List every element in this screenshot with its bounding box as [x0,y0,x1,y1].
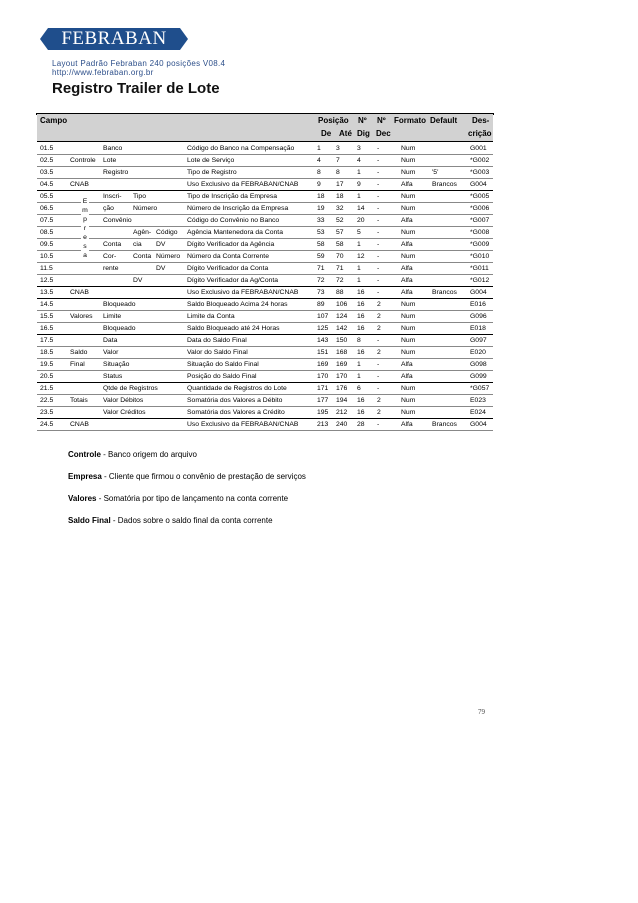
detail-label: Número [156,253,181,260]
layout-version: Layout Padrão Febraban 240 posições V08.4 [52,59,226,68]
subgroup-label: Limite [103,313,122,320]
num-dec: - [377,361,380,368]
pos-de: 33 [317,217,325,224]
num-dig: 5 [357,229,361,236]
table-row [37,395,493,407]
formato: Num [401,253,416,260]
subgroup-label: Situação [103,361,130,368]
col-ate: Até [339,129,352,138]
descricao: G099 [470,373,487,380]
row-id: 02.5 [40,157,54,164]
col-n1: Nº [358,116,367,125]
row-id: 14.5 [40,301,54,308]
field-name: Limite da Conta [187,313,235,320]
num-dec: - [377,385,380,392]
subgroup-label: rente [103,265,119,272]
group-label: CNAB [70,289,89,296]
pos-de: 9 [317,181,321,188]
pos-de: 213 [317,421,329,428]
num-dec: - [377,157,380,164]
num-dig: 1 [357,277,361,284]
table-row [37,155,493,167]
num-dig: 16 [357,313,365,320]
row-id: 11.5 [40,265,53,272]
field-name: Saldo Bloqueado até 24 Horas [187,325,280,332]
pos-ate: 71 [336,265,344,272]
table-row [37,143,493,155]
row-id: 19.5 [40,361,54,368]
col-des: Des- [472,116,490,125]
row-id: 18.5 [40,349,54,356]
subgroup-label: Status [103,373,123,380]
row-id: 06.5 [40,205,54,212]
descricao: E024 [470,409,486,416]
group-label: CNAB [70,421,89,428]
pos-de: 195 [317,409,329,416]
field-name: Lote de Serviço [187,157,235,164]
row-id: 15.5 [40,313,54,320]
num-dec: 2 [377,409,381,416]
sub-subgroup-label: Tipo [133,193,146,200]
detail-label: DV [156,241,166,248]
row-id: 05.5 [40,193,54,200]
num-dec: - [377,265,380,272]
formato: Alfa [401,361,413,368]
formato: Num [401,193,416,200]
descricao: *G005 [470,193,490,200]
pos-de: 18 [317,193,325,200]
descricao: G004 [470,289,487,296]
table-row [37,239,493,251]
row-id: 12.5 [40,277,54,284]
empresa-letter: r [83,225,87,232]
field-name: Situação do Saldo Final [187,361,259,368]
subgroup-label: Lote [103,157,117,164]
field-name: Somatória dos Valores a Débito [187,397,283,404]
pos-ate: 58 [336,241,344,248]
col-dec: Dec [376,129,391,138]
page-number: 79 [478,708,485,716]
table-row [37,263,493,275]
row-id: 17.5 [40,337,54,344]
field-name: Saldo Bloqueado Acima 24 horas [187,301,288,308]
col-cricao: crição [468,129,492,138]
pos-ate: 176 [336,385,348,392]
formato: Alfa [401,289,413,296]
pos-de: 151 [317,349,329,356]
table-row [37,287,493,299]
num-dec: - [377,421,380,428]
logo-left-flag [40,28,48,50]
pos-de: 125 [317,325,329,332]
col-dig: Dig [357,129,370,138]
table-row [37,407,493,419]
row-id: 16.5 [40,325,54,332]
descricao: *G008 [470,229,490,236]
num-dec: - [377,181,380,188]
empresa-letter: e [83,234,87,241]
col-n2: Nº [377,116,386,125]
pos-ate: 212 [336,409,348,416]
group-label: CNAB [70,181,89,188]
formato: Alfa [401,241,413,248]
num-dig: 16 [357,349,365,356]
descricao: *G003 [470,169,490,176]
pos-ate: 17 [336,181,344,188]
pos-de: 170 [317,373,329,380]
detail-label: Código [156,229,178,236]
note-empresa: Empresa - Cliente que firmou o convênio de prestação de serviços [68,472,306,481]
table-row [37,347,493,359]
num-dig: 1 [357,241,361,248]
pos-ate: 72 [336,277,344,284]
num-dec: - [377,241,380,248]
num-dec: - [377,229,380,236]
descricao: *G006 [470,205,490,212]
num-dec: - [377,277,380,284]
pos-ate: 88 [336,289,344,296]
num-dig: 1 [357,169,361,176]
subgroup-label: Valor [103,349,119,356]
num-dig: 3 [357,145,361,152]
pos-ate: 52 [336,217,344,224]
pos-ate: 240 [336,421,348,428]
formato: Num [401,349,416,356]
row-id: 20.5 [40,373,54,380]
subgroup-label: Valor Créditos [103,409,146,416]
field-name: Tipo de Inscrição da Empresa [187,193,278,200]
pos-de: 169 [317,361,329,368]
group-label: Saldo [70,349,88,356]
empresa-letter: m [82,207,88,214]
pos-de: 71 [317,265,325,272]
num-dig: 4 [357,157,361,164]
default-value: Brancos [432,421,457,428]
num-dig: 8 [357,337,361,344]
descricao: E020 [470,349,486,356]
row-id: 22.5 [40,397,54,404]
group-label: Final [70,361,85,368]
row-id: 09.5 [40,241,54,248]
col-posicao: Posição [318,116,349,125]
descricao: E018 [470,325,486,332]
pos-ate: 57 [336,229,344,236]
table-row [37,299,493,311]
sub-subgroup-label: Agên- [133,229,152,236]
table-row [37,179,493,191]
num-dig: 1 [357,361,361,368]
descricao: G004 [470,181,487,188]
descricao: *G002 [470,157,490,164]
group-label: Totais [70,397,88,404]
num-dig: 6 [357,385,361,392]
table-row [37,191,493,203]
descricao: E023 [470,397,486,404]
num-dec: - [377,169,380,176]
pos-de: 19 [317,205,325,212]
field-name: Agência Mantenedora da Conta [187,229,283,236]
note-saldo-final: Saldo Final - Dados sobre o saldo final da conta corrente [68,516,273,525]
num-dec: - [377,217,380,224]
num-dec: - [377,193,380,200]
table-row [37,203,493,215]
default-value: Brancos [432,289,457,296]
empresa-letter: E [82,198,88,205]
detail-label: DV [156,265,166,272]
field-name: Código do Convênio no Banco [187,217,280,224]
descricao: E016 [470,301,486,308]
subgroup-label: Bloqueado [103,325,136,332]
subgroup-label: Banco [103,145,123,152]
subgroup-label: Bloqueado [103,301,136,308]
pos-ate: 18 [336,193,344,200]
num-dig: 16 [357,397,365,404]
pos-ate: 150 [336,337,348,344]
formato: Alfa [401,421,413,428]
row-id: 10.5 [40,253,54,260]
page-title: Registro Trailer de Lote [52,80,220,97]
field-name: Código do Banco na Compensação [187,145,295,152]
num-dec: - [377,373,380,380]
pos-de: 143 [317,337,329,344]
empresa-letter: s [83,243,87,250]
num-dec: 2 [377,301,381,308]
formato: Num [401,325,416,332]
field-name: Somatória dos Valores a Crédito [187,409,285,416]
pos-de: 177 [317,397,329,404]
field-name: Uso Exclusivo da FEBRABAN/CNAB [187,289,299,296]
table-header [37,114,493,142]
pos-ate: 169 [336,361,348,368]
table-row [37,227,493,239]
field-name: Número da Conta Corrente [187,253,269,260]
pos-de: 59 [317,253,325,260]
pos-ate: 8 [336,169,340,176]
table-row [37,311,493,323]
formato: Num [401,205,416,212]
table-row [37,335,493,347]
empresa-letter: p [83,216,87,223]
logo-right-flag [180,28,188,50]
empresa-letter: a [83,252,87,259]
formato: Num [401,229,416,236]
formato: Num [401,145,416,152]
formato: Num [401,385,416,392]
col-formato: Formato [394,116,426,125]
num-dig: 16 [357,409,365,416]
descricao: G004 [470,421,487,428]
num-dig: 1 [357,265,361,272]
empresa-vertical-label [81,197,89,260]
num-dig: 16 [357,301,365,308]
num-dec: - [377,205,380,212]
subgroup-label: Registro [103,169,129,176]
sub-subgroup-label: Número [133,205,158,212]
num-dec: 2 [377,325,381,332]
default-value: '5' [432,169,439,176]
formato: Alfa [401,277,413,284]
field-name: Uso Exclusivo da FEBRABAN/CNAB [187,421,299,428]
descricao: *G009 [470,241,490,248]
group-label: Controle [70,157,96,164]
field-name: Tipo de Registro [187,169,237,176]
note-controle: Controle - Banco origem do arquivo [68,450,197,459]
field-name: Quantidade de Registros do Lote [187,385,287,392]
num-dig: 12 [357,253,365,260]
descricao: *G012 [470,277,490,284]
num-dec: 2 [377,313,381,320]
pos-ate: 106 [336,301,348,308]
descricao: G096 [470,313,487,320]
field-name: Número de Inscrição da Empresa [187,205,289,212]
formato: Num [401,157,416,164]
num-dec: 2 [377,349,381,356]
field-name: Dígito Verificador da Conta [187,265,269,272]
row-id: 01.5 [40,145,54,152]
febraban-logo: FEBRABAN [48,28,180,50]
table-row [37,323,493,335]
subgroup-label: Inscri- [103,193,122,200]
subgroup-label: Valor Débitos [103,397,144,404]
subgroup-label: ção [103,205,114,212]
sub-subgroup-label: cia [133,241,142,248]
num-dig: 1 [357,193,361,200]
row-id: 07.5 [40,217,54,224]
field-name: Posição do Saldo Final [187,373,257,380]
row-id: 24.5 [40,421,54,428]
num-dig: 9 [357,181,361,188]
pos-ate: 3 [336,145,340,152]
trailer-table [36,113,494,428]
row-id: 23.5 [40,409,54,416]
num-dig: 14 [357,205,365,212]
note-valores: Valores - Somatória por tipo de lançamento na conta corrente [68,494,289,503]
num-dig: 1 [357,373,361,380]
table-row [37,359,493,371]
num-dig: 16 [357,289,365,296]
row-id: 03.5 [40,169,54,176]
pos-ate: 32 [336,205,344,212]
subgroup-label: Data [103,337,118,344]
formato: Alfa [401,181,413,188]
descricao: *G010 [470,253,490,260]
formato: Num [401,397,416,404]
formato: Num [401,301,416,308]
pos-de: 4 [317,157,321,164]
subgroup-label: Convênio [103,217,132,224]
pos-de: 8 [317,169,321,176]
num-dec: 2 [377,397,381,404]
row-id: 13.5 [40,289,54,296]
formato: Alfa [401,373,413,380]
descricao: *G007 [470,217,490,224]
formato: Num [401,313,416,320]
table-row [37,167,493,179]
table-row [37,251,493,263]
table-row [37,371,493,383]
pos-ate: 194 [336,397,348,404]
group-label: Valores [70,313,93,320]
pos-ate: 142 [336,325,348,332]
pos-de: 72 [317,277,325,284]
field-name: Data do Saldo Final [187,337,247,344]
sub-subgroup-label: Conta [133,253,152,260]
num-dec: - [377,337,380,344]
descricao: *G011 [470,265,489,272]
subgroup-label: Conta [103,241,122,248]
pos-de: 58 [317,241,325,248]
formato: Num [401,409,416,416]
pos-ate: 168 [336,349,348,356]
descricao: G001 [470,145,487,152]
pos-de: 73 [317,289,325,296]
num-dec: - [377,253,380,260]
table-row [37,275,493,287]
pos-ate: 124 [336,313,348,320]
col-de: De [321,129,332,138]
pos-de: 89 [317,301,325,308]
field-name: Valor do Saldo Final [187,349,248,356]
subgroup-label: Cor- [103,253,117,260]
num-dig: 16 [357,325,365,332]
formato: Alfa [401,265,413,272]
pos-de: 171 [317,385,329,392]
col-campo: Campo [40,116,68,125]
field-name: Dígito Verificador da Ag/Conta [187,277,279,284]
pos-ate: 170 [336,373,348,380]
default-value: Brancos [432,181,457,188]
pos-de: 107 [317,313,329,320]
sub-subgroup-label: DV [133,277,143,284]
num-dig: 20 [357,217,365,224]
formato: Num [401,169,416,176]
formato: Alfa [401,217,413,224]
row-id: 04.5 [40,181,54,188]
field-name: Uso Exclusivo da FEBRABAN/CNAB [187,181,299,188]
pos-ate: 7 [336,157,340,164]
descricao: *G057 [470,385,490,392]
table-row [37,215,493,227]
pos-ate: 70 [336,253,344,260]
table-row [37,383,493,395]
descricao: G098 [470,361,487,368]
pos-de: 53 [317,229,325,236]
formato: Num [401,337,416,344]
row-id: 08.5 [40,229,54,236]
col-default: Default [430,116,458,125]
table-row [37,419,493,431]
row-id: 21.5 [40,385,54,392]
num-dig: 28 [357,421,365,428]
subgroup-label: Qtde de Registros [103,385,158,392]
num-dec: - [377,145,380,152]
descricao: G097 [470,337,487,344]
field-name: Dígito Verificador da Agência [187,241,275,248]
pos-de: 1 [317,145,321,152]
website-url[interactable]: http://www.febraban.org.br [52,68,154,77]
num-dec: - [377,289,380,296]
